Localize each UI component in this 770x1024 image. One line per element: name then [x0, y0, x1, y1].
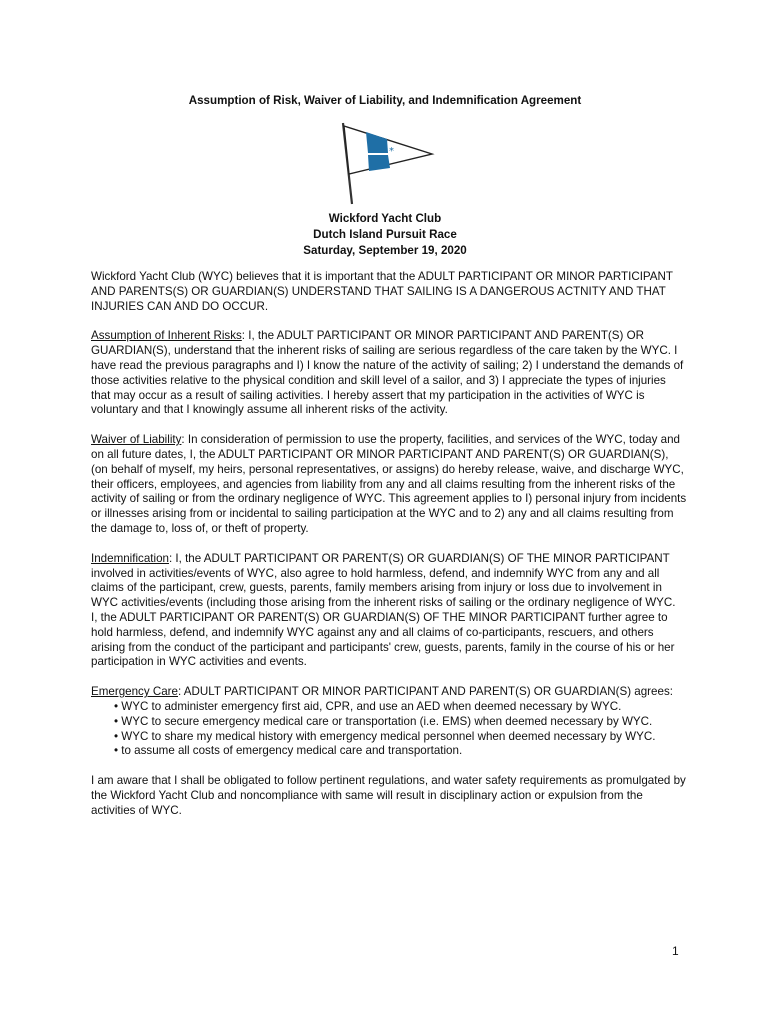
waiver-heading: Waiver of Liability: [91, 433, 182, 447]
emergency-list: [91, 700, 687, 759]
waiver-section: [91, 433, 687, 537]
waiver-text: : In consideration of permission to use the property, facilities, and services of the WYC, today and on all future dates, I, the ADULT PARTICIPANT OR MINOR PARTICIPANT AND PARENT(S) OR GUARDIAN(S), (on behalf of myself, my heirs, personal representatives, or assigns) do hereby release, waive, and discharge WYC, their officers, employees, and agencies from liability from any and all claims resulting from the inherent risks of the activity of sailing or from the ordinary negligence of WYC. This agreement applies to I) personal injury from incidents or illnesses arising from or incidental to sailing participation at the WYC and to 2) any and all claims resulting from the damage to, loss of, or theft of property.: [91, 433, 687, 535]
page-number: 1: [672, 944, 679, 958]
assumption-text: : I, the ADULT PARTICIPANT OR MINOR PARTICIPANT AND PARENT(S) OR GUARDIAN(S), understand that the inherent risks of sailing are serious regardless of the care taken by the WYC. I have read the previous paragraphs and I) I know the nature of the activity of sailing; 2) I understand the demands of those activities relative to the physical condition and skill level of a sailor, and 3) I appreciate the types of injuries that may occur as a result of sailing activities. I hereby assert that my participation in the activities of WYC is voluntary and that I knowingly assume all inherent risks of the activity.: [91, 329, 684, 417]
emergency-text: : ADULT PARTICIPANT OR MINOR PARTICIPANT AND PARENT(S) OR GUARDIAN(S) agrees:: [178, 685, 673, 699]
event-date: Saturday, September 19, 2020: [303, 244, 467, 257]
agreement-body: [91, 270, 687, 834]
list-item: • WYC to secure emergency medical care or transportation (i.e. EMS) when deemed necessary by WYC.: [114, 714, 653, 728]
indemnification-text: : I, the ADULT PARTICIPANT OR PARENT(S) OR GUARDIAN(S) OF THE MINOR PARTICIPANT involved in activities/events of WYC, also agree to hold harmless, defend, and indemnify WYC from any and all claims of the participant, crew, guests, parents, family members arising from injury or loss due to involvement in WYC activities/events (including those arising from the inherent risks of sailing or the ordinary negligence of WYC.: [91, 551, 676, 610]
assumption-section: [91, 329, 687, 418]
star-icon: *: [389, 146, 394, 157]
emergency-section: [91, 685, 687, 700]
list-item: • to assume all costs of emergency medical care and transportation.: [114, 744, 463, 758]
indemnification-section: [91, 552, 687, 670]
list-item: • WYC to administer emergency first aid, CPR, and use an AED when deemed necessary by WYC.: [114, 699, 622, 713]
emergency-heading: Emergency Care: [91, 685, 178, 699]
indemnification-heading: Indemnification: [91, 551, 169, 565]
list-item: • WYC to share my medical history with emergency medical personnel when deemed necessary by WYC.: [114, 729, 656, 743]
closing-paragraph: I am aware that I shall be obligated to follow pertinent regulations, and water safety requirements as promulgated by the Wickford Yacht Club and noncompliance with same will result in disciplinary action or expulsion from the activities of WYC.: [91, 774, 686, 817]
club-name: Wickford Yacht Club: [328, 212, 442, 225]
indemnification-text-2: I, the ADULT PARTICIPANT OR PARENT(S) OR GUARDIAN(S) OF THE MINOR PARTICIPANT further agree to hold harmless, defend, and indemnify WYC against any and all claims of co-participants, rescuers, and others arising from the conduct of the participant and participants' crew, guests, parents, family in the course of his or her participation in WYC activities and events.: [91, 610, 675, 669]
event-header: [0, 211, 770, 259]
burgee-blue-panel-bottom: [368, 155, 390, 171]
club-burgee-logo: [336, 120, 436, 210]
document-title: Assumption of Risk, Waiver of Liability, and Indemnification Agreement: [188, 94, 582, 107]
event-name: Dutch Island Pursuit Race: [313, 228, 457, 241]
intro-paragraph: Wickford Yacht Club (WYC) believes that it is important that the ADULT PARTICIPANT OR MINOR PARTICIPANT AND PARENTS(S) OR GUARDIAN(S) UNDERSTAND THAT SAILING IS A DANGEROUS ACTNITY AND THAT INJURIES CAN AND DO OCCUR.: [91, 270, 673, 313]
burgee-blue-panel-top: [366, 132, 388, 153]
assumption-heading: Assumption of Inherent Risks: [91, 329, 242, 343]
